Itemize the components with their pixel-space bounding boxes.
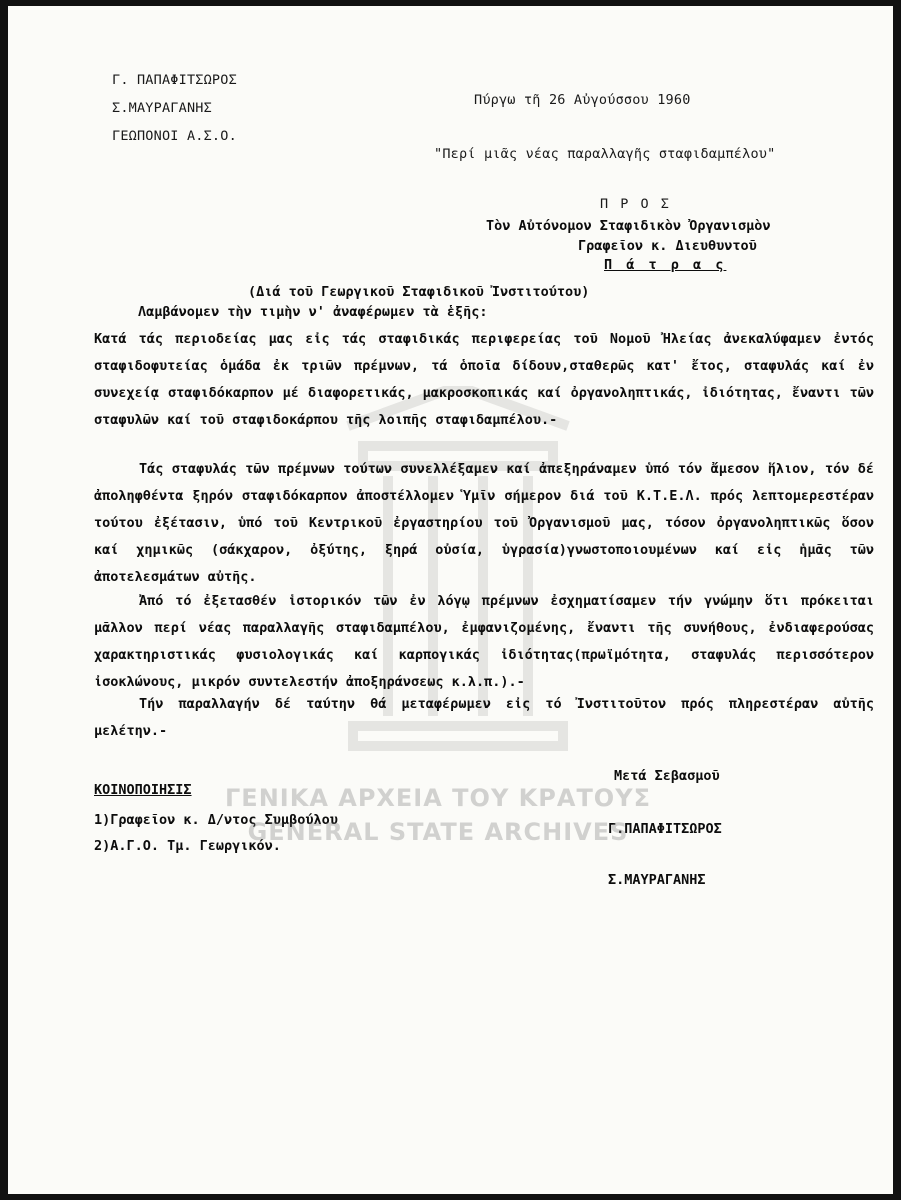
recipient-heading: Π Ρ Ο Σ bbox=[600, 196, 671, 212]
watermark-line-1: ΓΕΝΙΚΑ ΑΡΧΕΙΑ ΤΟΥ ΚΡΑΤΟΥΣ bbox=[225, 784, 651, 812]
document-page bbox=[8, 6, 893, 1194]
copies-item-2: 2)Α.Γ.Ο. Τμ. Γεωργικόν. bbox=[94, 838, 281, 854]
body-paragraph-4: Τήν παραλλαγήν δέ ταύτην θά μεταφέρωμεν εἰς τό Ἰνστιτοῦτον πρός πληρεστέραν αὐτῆς μελέτην.- bbox=[94, 696, 874, 739]
watermark-line-2: GENERAL STATE ARCHIVES bbox=[247, 818, 629, 846]
recipient-line-1: Τὸν Αὐτόνομον Σταφιδικὸν Ὀργανισμὸν bbox=[486, 218, 771, 234]
greeting: Λαμβάνομεν τὴν τιμὴν ν' ἀναφέρωμεν τὰ ἑξῆς: bbox=[138, 304, 488, 320]
recipient-line-2: Γραφεῖον κ. Διευθυντοῦ bbox=[578, 238, 757, 254]
copies-heading: ΚΟΙΝΟΠΟΙΗΣΙΣ bbox=[94, 782, 192, 798]
letter-subject: "Περί μιᾶς νέας παραλλαγῆς σταφιδαμπέλου" bbox=[434, 146, 776, 162]
sender-line-3: ΓΕΩΠΟΝΟΙ Α.Σ.Ο. bbox=[112, 128, 237, 144]
signature-1: Γ.ΠΑΠΑΦΙΤΣΩΡΟΣ bbox=[608, 821, 722, 837]
closing-respect: Μετά Σεβασμοῦ bbox=[614, 768, 720, 784]
via-line: (Διά τοῦ Γεωργικοῦ Σταφιδικοῦ Ἰνστιτούτου) bbox=[248, 284, 590, 300]
body-paragraph-2: Τάς σταφυλάς τῶν πρέμνων τούτων συνελλέξαμεν καί ἀπεξηράναμεν ὑπό τόν ἄμεσον ἥλιον, τόν δέ ἀποληφθέντα ξηρόν σταφιδόκαρπον ἀποστέλλομεν Ὑμῖν σήμερον διά τοῦ Κ.Τ.Ε.Λ. πρός λεπτομερεστέραν τούτου ἐξέτασιν, ὑπό τοῦ Κεντρικοῦ ἐργαστηρίου τοῦ Ὀργανισμοῦ μας, τόσον ὀργανοληπτικῶς ὅσον καί χημικῶς (σάκχαρον, ὀξύτης, ξηρά οὐσία, ὑγρασία)γνωστοποιουμένων καί εἰς ἡμᾶς τῶν ἀποτελεσμάτων αὐτῆς. bbox=[94, 461, 874, 585]
recipient-city: Π ά τ ρ α ς bbox=[604, 257, 727, 273]
letter-date: Πύργω τῆ 26 Αὐγούσσου 1960 bbox=[474, 92, 691, 108]
body-paragraph-1: Κατά τάς περιοδείας μας εἰς τάς σταφιδικάς περιφερείας τοῦ Νομοῦ Ἠλείας ἀνεκαλύφαμεν ἐντός σταφιδοφυτείας ὁμάδα ἐκ τριῶν πρέμνων, τά ὁποῖα δίδουν,σταθερῶς κατ' ἔτος, σταφυλάς καί ἐν συνεχείᾳ σταφιδόκαρπον μέ διαφορετικάς, μακροσκοπικάς καί ὀργανοληπτικάς, ἰδιότητας, ἔναντι τῶν σταφυλῶν καί τοῦ σταφιδοκάρπου τῆς λοιπῆς σταφιδαμπέλου.- bbox=[94, 331, 874, 428]
copies-item-1: 1)Γραφεῖον κ. Δ/ντος Συμβούλου bbox=[94, 812, 338, 828]
body-paragraph-3: Ἀπό τό ἐξετασθέν ἱστορικόν τῶν ἐν λόγῳ πρέμνων ἐσχηματίσαμεν τήν γνώμην ὅτι πρόκειται μᾶλλον περί νέας παραλλαγῆς σταφιδαμπέλου, ἐμφανιζομένης, ἔναντι τῆς συνήθους, ἐνδιαφερούσας χαρακτηριστικάς φυσιολογικάς καί καρπογικάς ἰδιότητας(πρωϊμότητα, σταφυλάς περισσότερον ἰσοκλώνους, μικρόν συντελεστήν ἀποξηράνσεως κ.λ.π.).- bbox=[94, 593, 874, 690]
sender-line-1: Γ. ΠΑΠΑΦΙΤΣΩΡΟΣ bbox=[112, 72, 237, 88]
sender-line-2: Σ.ΜΑΥΡΑΓΑΝΗΣ bbox=[112, 100, 212, 116]
signature-2: Σ.ΜΑΥΡΑΓΑΝΗΣ bbox=[608, 872, 706, 888]
